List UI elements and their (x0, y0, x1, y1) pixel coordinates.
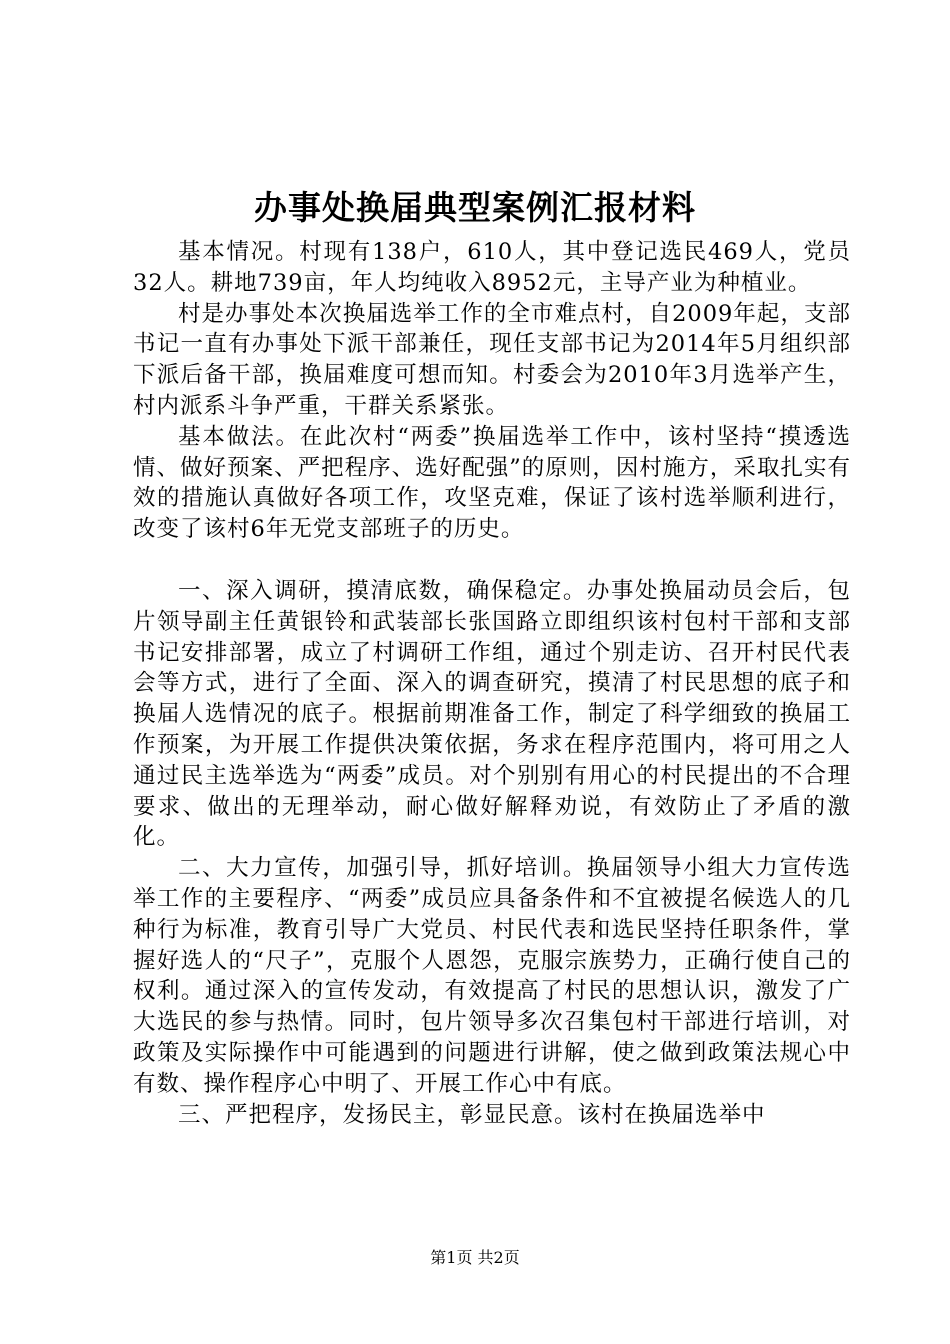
document-body (133, 237, 851, 1130)
document-title: 办事处换届典型案例汇报材料 (254, 188, 696, 227)
paragraph-section-two: 二、大力宣传，加强引导，抓好培训。换届领导小组大力宣传选举工作的主要程序、“两委”成员应具备条件和不宜被提名候选人的几种行为标准，教育引导广大党员、村民代表和选民坚持任职条件，掌握好选人的“尺子”，克服个人恩怨，克服宗族势力，正确行使自己的权利。通过深入的宣传发动，有效提高了村民的思想认识，激发了广大选民的参与热情。同时，包片领导多次召集包村干部进行培训，对政策及实际操作中可能遇到的问题进行讲解，使之做到政策法规心中有数、操作程序心中明了、开展工作心中有底。 (133, 855, 851, 1097)
paragraph-spacer (133, 545, 851, 576)
page-footer: 第1页 共2页 (430, 1248, 520, 1267)
paragraph-village-background: 村是办事处本次换届选举工作的全市难点村，自2009年起，支部书记一直有办事处下派干部兼任，现任支部书记为2014年5月组织部下派后备干部，换届难度可想而知。村委会为2010年3月选举产生，村内派系斗争严重，干群关系紧张。 (133, 300, 851, 419)
paragraph-section-three: 三、严把程序，发扬民主，彰显民意。该村在换届选举中 (178, 1101, 766, 1128)
paragraph-basic-approach: 基本做法。在此次村“两委”换届选举工作中，该村坚持“摸透选情、做好预案、严把程序、选好配强”的原则，因村施方，采取扎实有效的措施认真做好各项工作，攻坚克难，保证了该村选举顺利进行，改变了该村6年无党支部班子的历史。 (133, 423, 851, 543)
paragraph-basic-situation: 基本情况。村现有138户，610人，其中登记选民469人，党员32人。耕地739亩，年人均纯收入8952元，主导产业为种植业。 (133, 239, 851, 296)
paragraph-section-one: 一、深入调研，摸清底数，确保稳定。办事处换届动员会后，包片领导副主任黄银铃和武装部长张国路立即组织该村包村干部和支部书记安排部署，成立了村调研工作组，通过个别走访、召开村民代表会等方式，进行了全面、深入的调查研究，摸清了村民思想的底子和换届人选情况的底子。根据前期准备工作，制定了科学细致的换届工作预案，为开展工作提供决策依据，务求在程序范围内，将可用之人通过民主选举选为“两委”成员。对个别别有用心的村民提出的不合理要求、做出的无理举动，耐心做好解释劝说，有效防止了矛盾的激化。 (133, 577, 851, 851)
